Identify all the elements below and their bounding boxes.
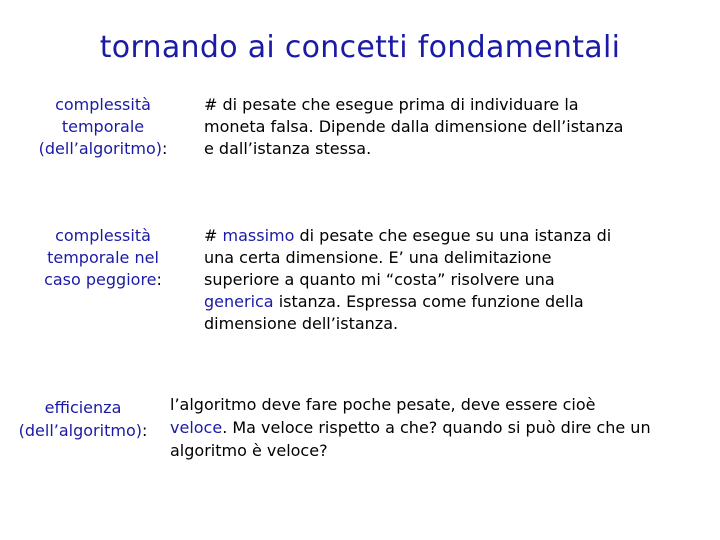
definition-line: # di pesate che esegue prima di individuare la (204, 95, 579, 114)
definition-line: dimensione dell’istanza. (204, 314, 399, 333)
definition-line (204, 225, 611, 247)
term-complessita-temporale (28, 94, 178, 160)
definition-efficienza (170, 393, 651, 462)
term-efficienza (4, 396, 162, 442)
definition-complessita-caso-peggiore (204, 225, 611, 335)
highlight-veloce: veloce (170, 418, 223, 437)
term-colon: : (141, 421, 148, 440)
definition-line: algoritmo è veloce? (170, 441, 328, 460)
definition-line: e dall’istanza stessa. (204, 139, 372, 158)
term-line: efficienza (44, 398, 122, 417)
term-colon: : (156, 270, 162, 289)
term-line: temporale nel (47, 248, 159, 267)
definition-text: # (204, 226, 223, 245)
definition-line (170, 416, 651, 439)
term-line (28, 269, 178, 291)
definition-line (204, 291, 611, 313)
term-complessita-caso-peggiore (28, 225, 178, 291)
definition-line: l’algoritmo deve fare poche pesate, deve essere cioè (170, 395, 596, 414)
page-title: tornando ai concetti fondamentali (99, 30, 621, 65)
definition-complessita-temporale (204, 94, 623, 160)
term-line (28, 138, 178, 160)
highlight-generica: generica (204, 292, 274, 311)
term-line-text: (dell’algoritmo) (38, 139, 162, 158)
definition-text: di pesate che esegue su una istanza di (294, 226, 612, 245)
definition-line: superiore a quanto mi “costa” risolvere una (204, 270, 555, 289)
term-colon: : (161, 139, 168, 158)
term-line: complessità (55, 226, 151, 245)
definition-line: moneta falsa. Dipende dalla dimensione dell’istanza (204, 117, 624, 136)
term-line (4, 419, 162, 442)
term-line: complessità (55, 95, 151, 114)
term-line-text: caso peggiore (44, 270, 157, 289)
highlight-massimo: massimo (222, 226, 295, 245)
term-line: temporale (61, 117, 145, 136)
definition-text: . Ma veloce rispetto a che? quando si può dire che un (222, 418, 651, 437)
term-line-text: (dell’algoritmo) (18, 421, 142, 440)
definition-line: una certa dimensione. E’ una delimitazione (204, 248, 552, 267)
definition-text: istanza. Espressa come funzione della (273, 292, 584, 311)
